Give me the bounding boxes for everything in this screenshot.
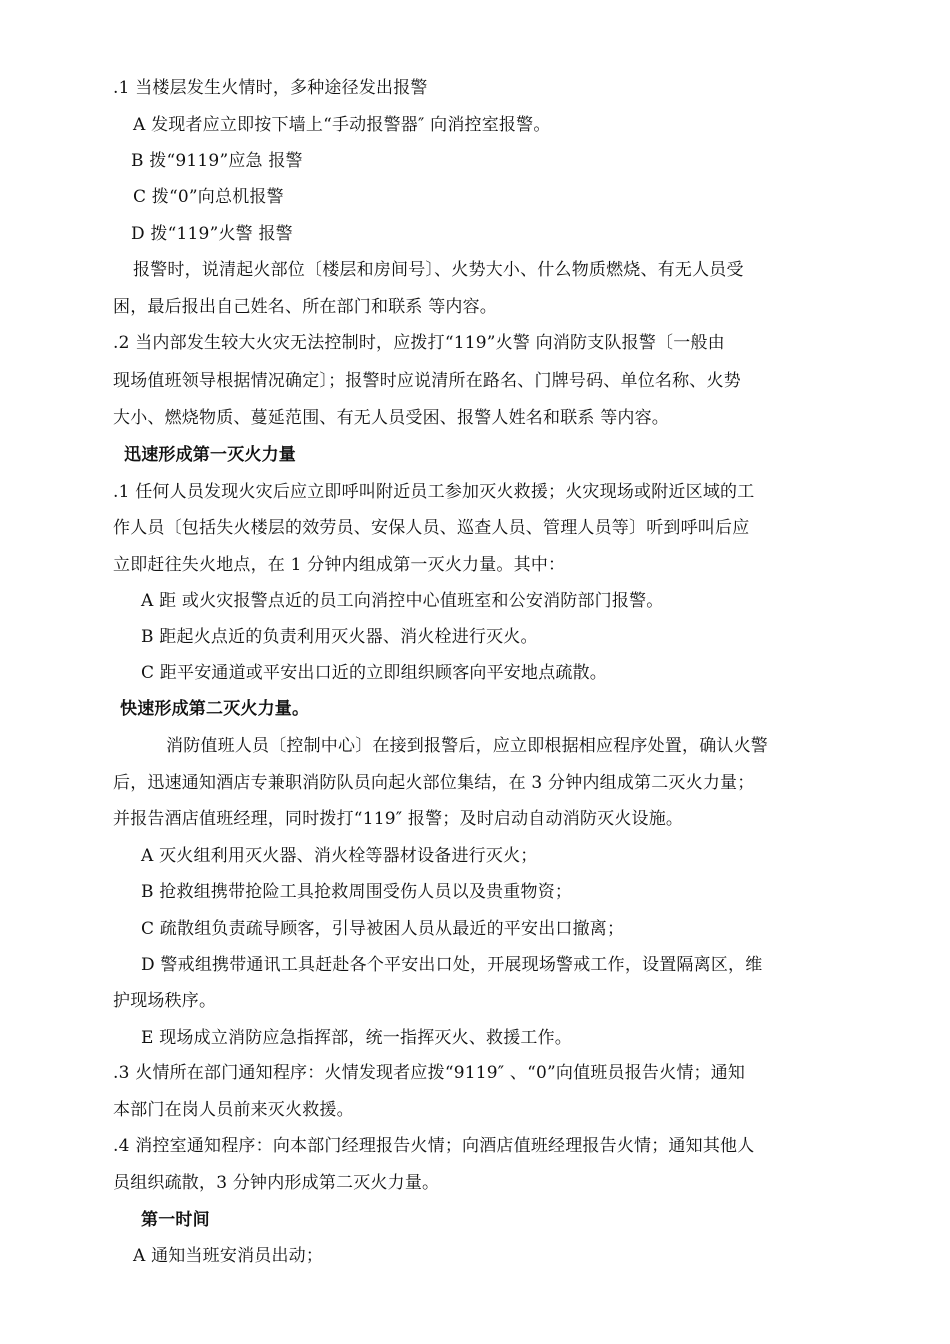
- section-heading: 快速形成第二灭火力量。: [120, 699, 310, 719]
- list-item: A 距 或火灾报警点近的员工向消控中心值班室和公安消防部门报警。: [141, 591, 664, 611]
- list-item: B 拨“9119”应急 报警: [131, 151, 303, 171]
- list-item: A 通知当班安消员出动；: [133, 1246, 324, 1266]
- list-item: A 发现者应立即按下墙上“手动报警器″ 向消控室报警。: [133, 115, 551, 135]
- list-item: C 拨“0”向总机报警: [133, 187, 284, 207]
- list-item: C 疏散组负责疏导顾客，引导被困人员从最近的平安出口撤离；: [141, 919, 625, 939]
- paragraph-line: .3 火情所在部门通知程序：火情发现者应拨“9119″ 、“0”向值班员报告火情；通知: [113, 1063, 746, 1083]
- paragraph-line: .4 消控室通知程序：向本部门经理报告火情；向酒店值班经理报告火情；通知其他人: [113, 1136, 755, 1156]
- paragraph-line: 困，最后报出自己姓名、所在部门和联系 等内容。: [113, 297, 498, 317]
- paragraph-line: 消防值班人员〔控制中心〕在接到报警后，应立即根据相应程序处置，确认火警: [166, 736, 768, 756]
- paragraph-line: 本部门在岗人员前来灭火救援。: [113, 1100, 354, 1120]
- paragraph-line: .2 当内部发生较大火灾无法控制时，应拨打“119”火警 向消防支队报警〔一般由: [113, 333, 725, 353]
- section-heading: 迅速形成第一灭火力量: [124, 445, 296, 465]
- list-item: D 拨“119”火警 报警: [131, 224, 293, 244]
- paragraph-line: 作人员〔包括失火楼层的效劳员、安保人员、巡查人员、管理人员等〕听到呼叫后应: [113, 518, 750, 538]
- paragraph-line: 大小、燃烧物质、蔓延范围、有无人员受困、报警人姓名和联系 等内容。: [113, 408, 670, 428]
- paragraph-line: 后，迅速通知酒店专兼职消防队员向起火部位集结，在 3 分钟内组成第二灭火力量；: [113, 773, 755, 793]
- paragraph-line: 护现场秩序。: [113, 991, 217, 1011]
- paragraph-line: 报警时，说清起火部位〔楼层和房间号〕、火势大小、什么物质燃烧、有无人员受: [133, 260, 744, 280]
- list-item: B 抢救组携带抢险工具抢救周围受伤人员以及贵重物资；: [141, 882, 573, 902]
- list-item: B 距起火点近的负责利用灭火器、消火栓进行灭火。: [141, 627, 538, 647]
- paragraph-line: .1 任何人员发现火灾后应立即呼叫附近员工参加灭火救援；火灾现场或附近区域的工: [113, 482, 755, 502]
- paragraph-line: 员组织疏散，3 分钟内形成第二灭火力量。: [113, 1173, 440, 1193]
- list-item: C 距平安通道或平安出口近的立即组织顾客向平安地点疏散。: [141, 663, 608, 683]
- paragraph-line: 现场值班领导根据情况确定〕；报警时应说清所在路名、门牌号码、单位名称、火势: [113, 371, 741, 391]
- paragraph-line: 立即赶往失火地点，在 1 分钟内组成第一灭火力量。其中：: [113, 555, 566, 575]
- list-item: E 现场成立消防应急指挥部，统一指挥灭火、救援工作。: [141, 1028, 573, 1048]
- list-item: D 警戒组携带通讯工具赶赴各个平安出口处，开展现场警戒工作，设置隔离区，维: [141, 955, 763, 975]
- paragraph-line: .1 当楼层发生火情时，多种途径发出报警: [113, 78, 428, 98]
- paragraph-line: 并报告酒店值班经理，同时拨打“119″ 报警；及时启动自动消防灭火设施。: [113, 809, 684, 829]
- section-heading: 第一时间: [141, 1210, 210, 1230]
- list-item: A 灭火组利用灭火器、消火栓等器材设备进行灭火；: [141, 846, 538, 866]
